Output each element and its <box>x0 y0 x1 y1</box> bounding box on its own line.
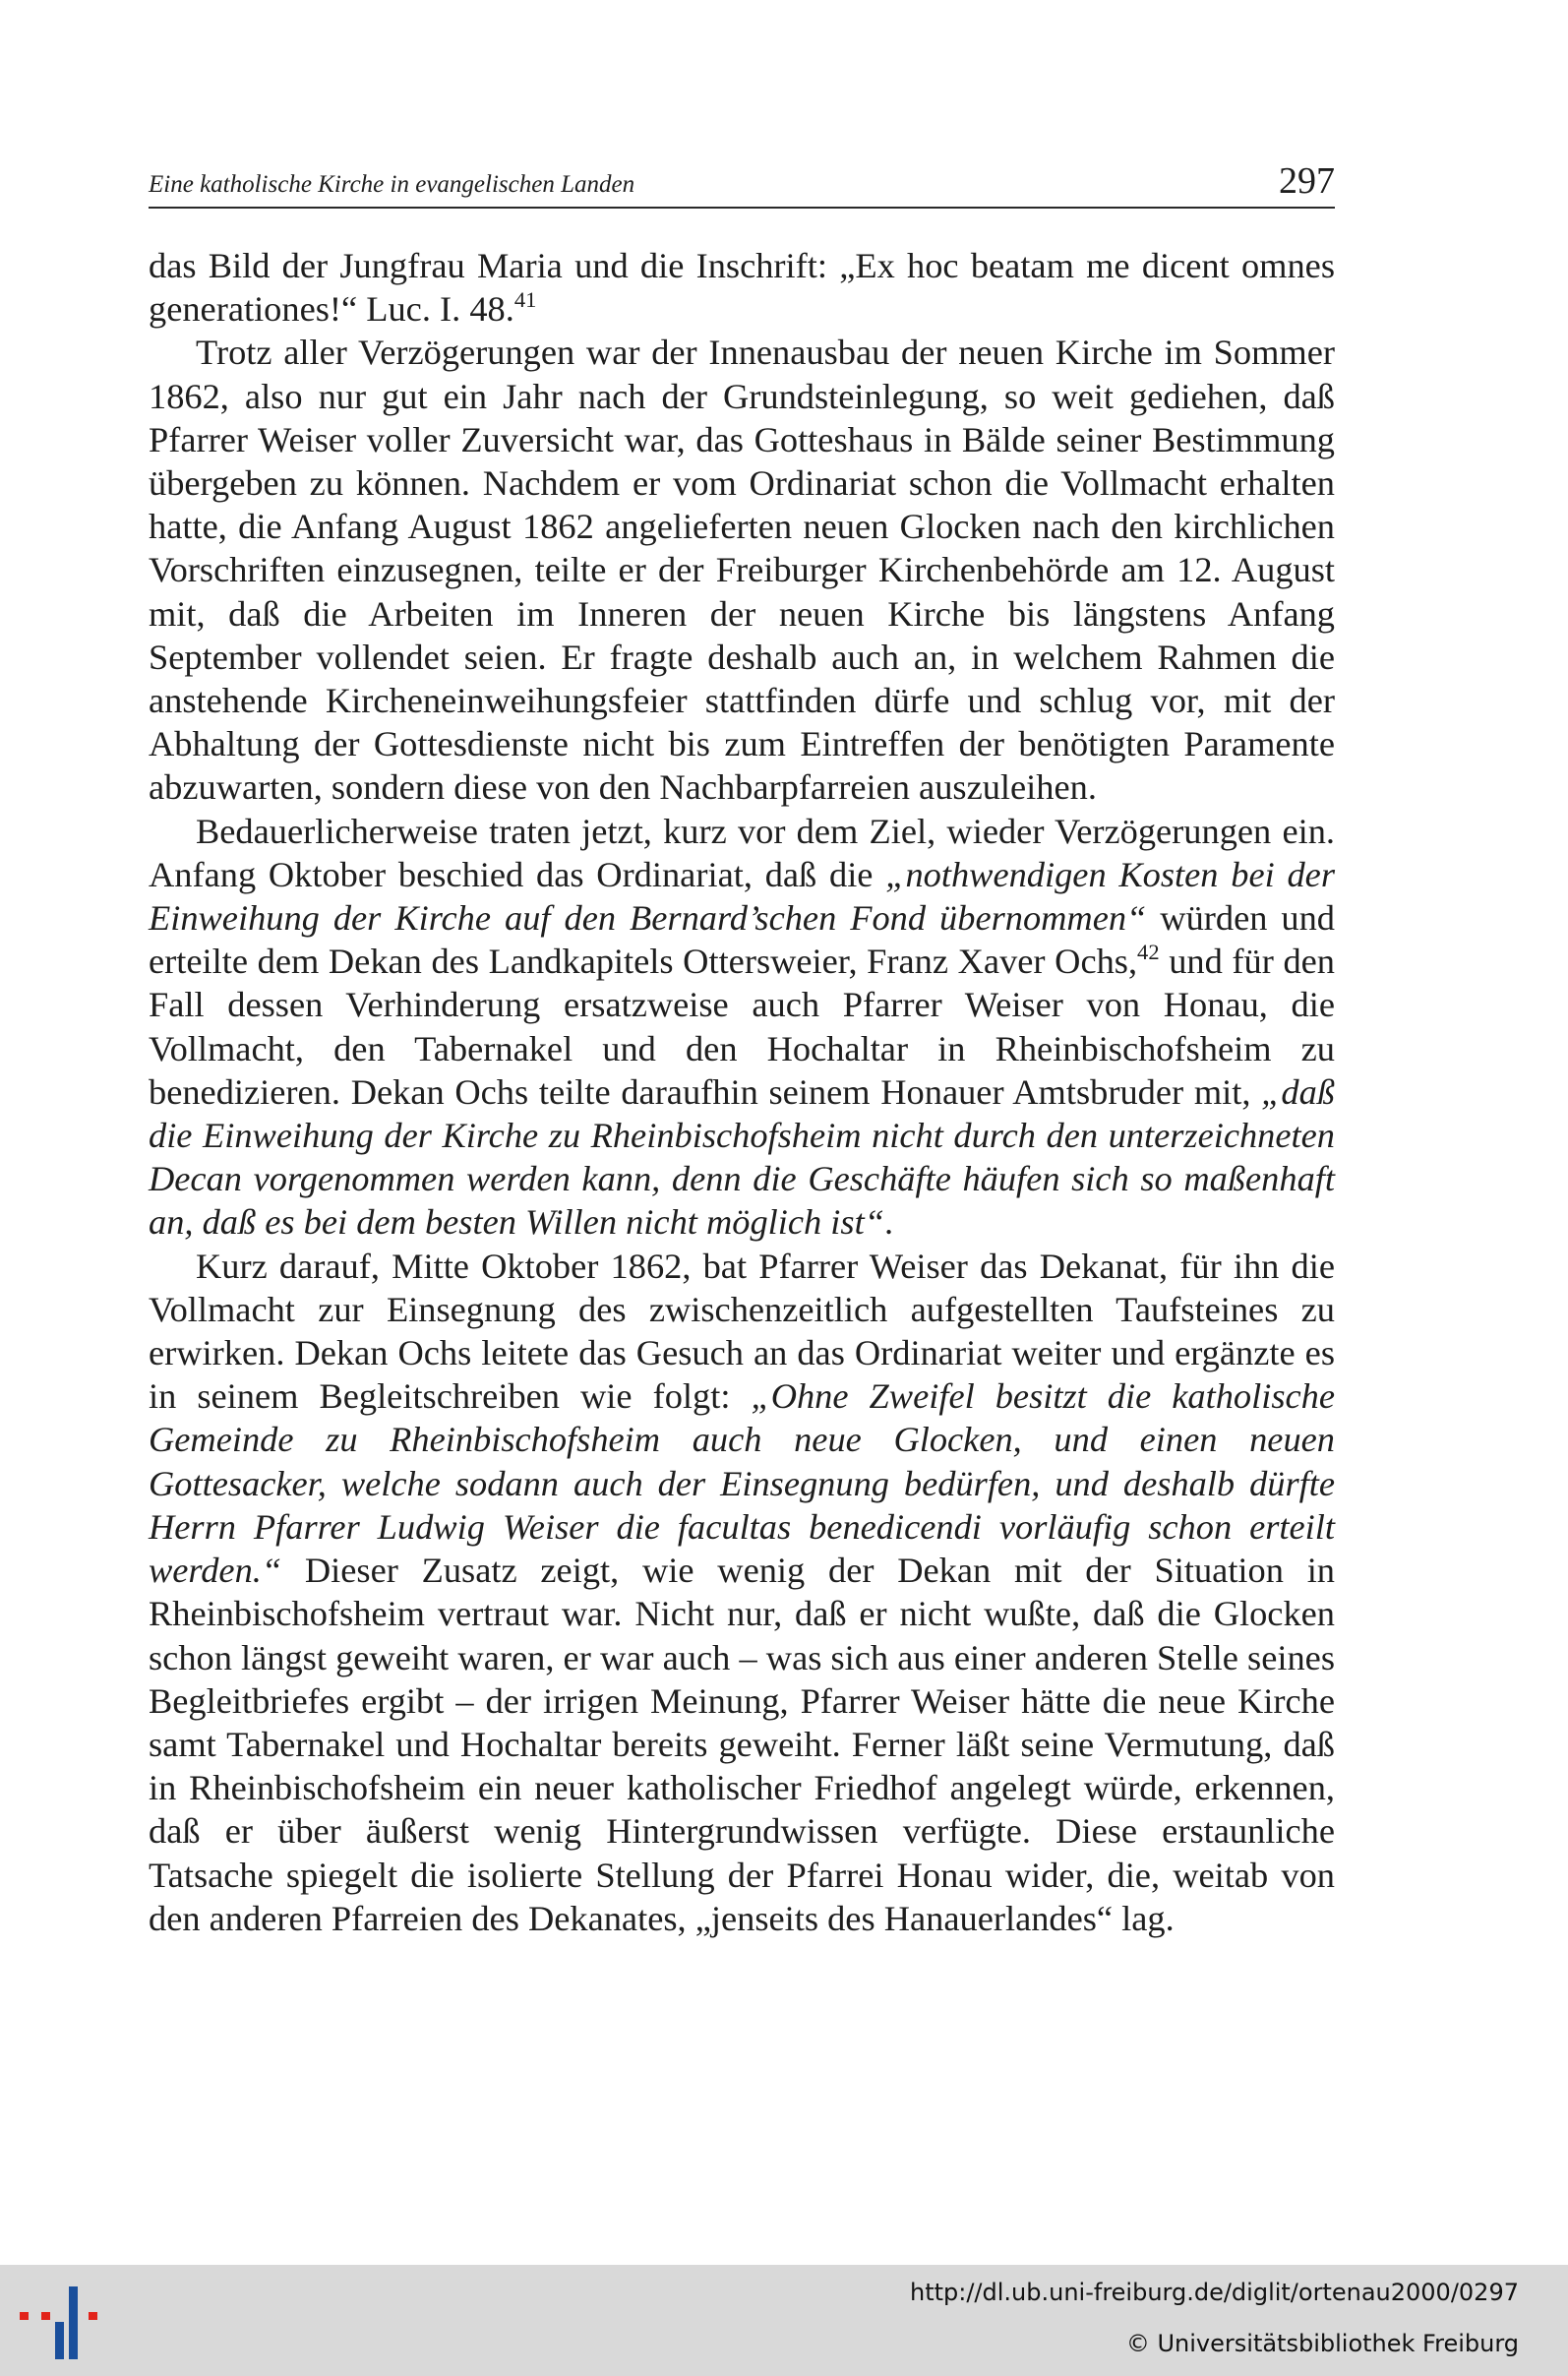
running-title: Eine katholische Kirche in evangelischen Landen <box>149 171 635 198</box>
text-run: Kurz darauf, Mitte Oktober 1862, bat Pfarrer Weiser das Dekanat, für ihn die Vollmacht zur Einsegnung des zwischenzeitlich aufgestellten Taufsteines zu erwirken. Dekan Ochs leitete das Gesuch an das Ordinariat weiter und ergänzte es in seinem Begleitschreiben wie folgt: <box>149 1246 1335 1417</box>
paragraph <box>149 331 1335 809</box>
text-run: und für den Fall dessen Verhinderung ersatzweise auch Pfarrer Weiser von Honau, die Vollmacht, den Tabernakel und den Hochaltar in Rheinbischofsheim zu benedizieren. Dekan Ochs teilte daraufhin seinem Honauer Amtsbruder mit, <box>149 942 1335 1112</box>
ub-freiburg-logo-icon <box>18 2283 106 2361</box>
text-run: Bedauerlicherweise traten jetzt, kurz vor dem Ziel, wieder Verzögerungen ein. Anfang Oktober beschied das Ordinariat, daß die <box>149 811 1335 894</box>
text-run: würden und erteilte dem Dekan des Landkapitels Ottersweier, Franz Xaver Ochs, <box>149 898 1335 982</box>
running-header <box>149 157 1335 209</box>
body-text <box>149 244 1335 1940</box>
quoted-text: „daß die Einweihung der Kirche zu Rheinbischofsheim nicht durch den unterzeichneten Decan vorgenommen werden kann, denn die Geschäfte häufen sich so maßenhaft an, daß es bei dem besten Willen nicht möglich ist“ <box>149 1071 1335 1243</box>
footer-bar <box>0 2265 1568 2376</box>
text-run: das Bild der Jungfrau Maria und die Inschrift: „Ex hoc beatam me dicent omnes generationes!“ Luc. I. 48. <box>149 246 1335 330</box>
quoted-text: „Ohne Zweifel besitzt die katholische Gemeinde zu Rheinbischofsheim auch neue Glocken, und einen neuen Gottesacker, welche sodann auch der Einsegnung bedürfen, und deshalb dürfte Herrn Pfarrer Ludwig Weiser die facultas benedicendi vorläufig schon erteilt werden.“ <box>149 1376 1335 1591</box>
footer-copyright: © Universitätsbibliothek Freiburg <box>1125 2330 1519 2357</box>
paragraph <box>149 244 1335 331</box>
paragraph <box>149 810 1335 1245</box>
page-number: 297 <box>1279 160 1335 202</box>
footnote-marker: 42 <box>1137 940 1160 965</box>
footer-url-link[interactable]: http://dl.ub.uni-freiburg.de/diglit/ortenau2000/0297 <box>909 2279 1519 2306</box>
paragraph <box>149 1245 1335 1940</box>
text-run: . <box>883 1202 894 1243</box>
footnote-marker: 41 <box>513 287 537 313</box>
text-run: Dieser Zusatz zeigt, wie wenig der Dekan mit der Situation in Rheinbischofsheim vertraut war. Nicht nur, daß er nicht wußte, daß die Glocken schon längst geweiht waren, er war auch – was sich aus einer anderen Stelle seines Begleitbriefes ergibt – der irrigen Meinung, Pfarrer Weiser hätte die neue Kirche samt Tabernakel und Hochaltar bereits geweiht. Ferner läßt seine Vermutung, daß in Rheinbischofsheim ein neuer katholischer Friedhof angelegt würde, erkennen, daß er über äußerst wenig Hintergrundwissen verfügte. Diese erstaunliche Tatsache spiegelt die isolierte Stellung der Pfarrei Honau wider, die, weitab von den anderen Pfarreien des Dekanates, „jenseits des Hanauerlandes“ lag. <box>149 1551 1335 1938</box>
quoted-text: „nothwendigen Kosten bei der Einweihung der Kirche auf den Bernard’schen Fond übernommen“ <box>149 854 1335 939</box>
text-run: Trotz aller Verzögerungen war der Innenausbau der neuen Kirche im Sommer 1862, also nur gut ein Jahr nach der Grundsteinlegung, so weit gediehen, daß Pfarrer Weiser voller Zuversicht war, das Gotteshaus in Bälde seiner Bestimmung übergeben zu können. Nachdem er vom Ordinariat schon die Vollmacht erhalten hatte, die Anfang August 1862 angelieferten neuen Glocken nach den kirchlichen Vorschriften einzusegnen, teilte er der Freiburger Kirchenbehörde am 12. August mit, daß die Arbeiten im Inneren der neuen Kirche bis längstens Anfang September vollendet seien. Er fragte deshalb auch an, in welchem Rahmen die anstehende Kircheneinweihungsfeier stattfinden dürfe und schlug vor, mit der Abhaltung der Gottesdienste nicht bis zum Eintreffen der benötigten Paramente abzuwarten, sondern diese von den Nachbarpfarreien auszuleihen. <box>149 333 1335 808</box>
